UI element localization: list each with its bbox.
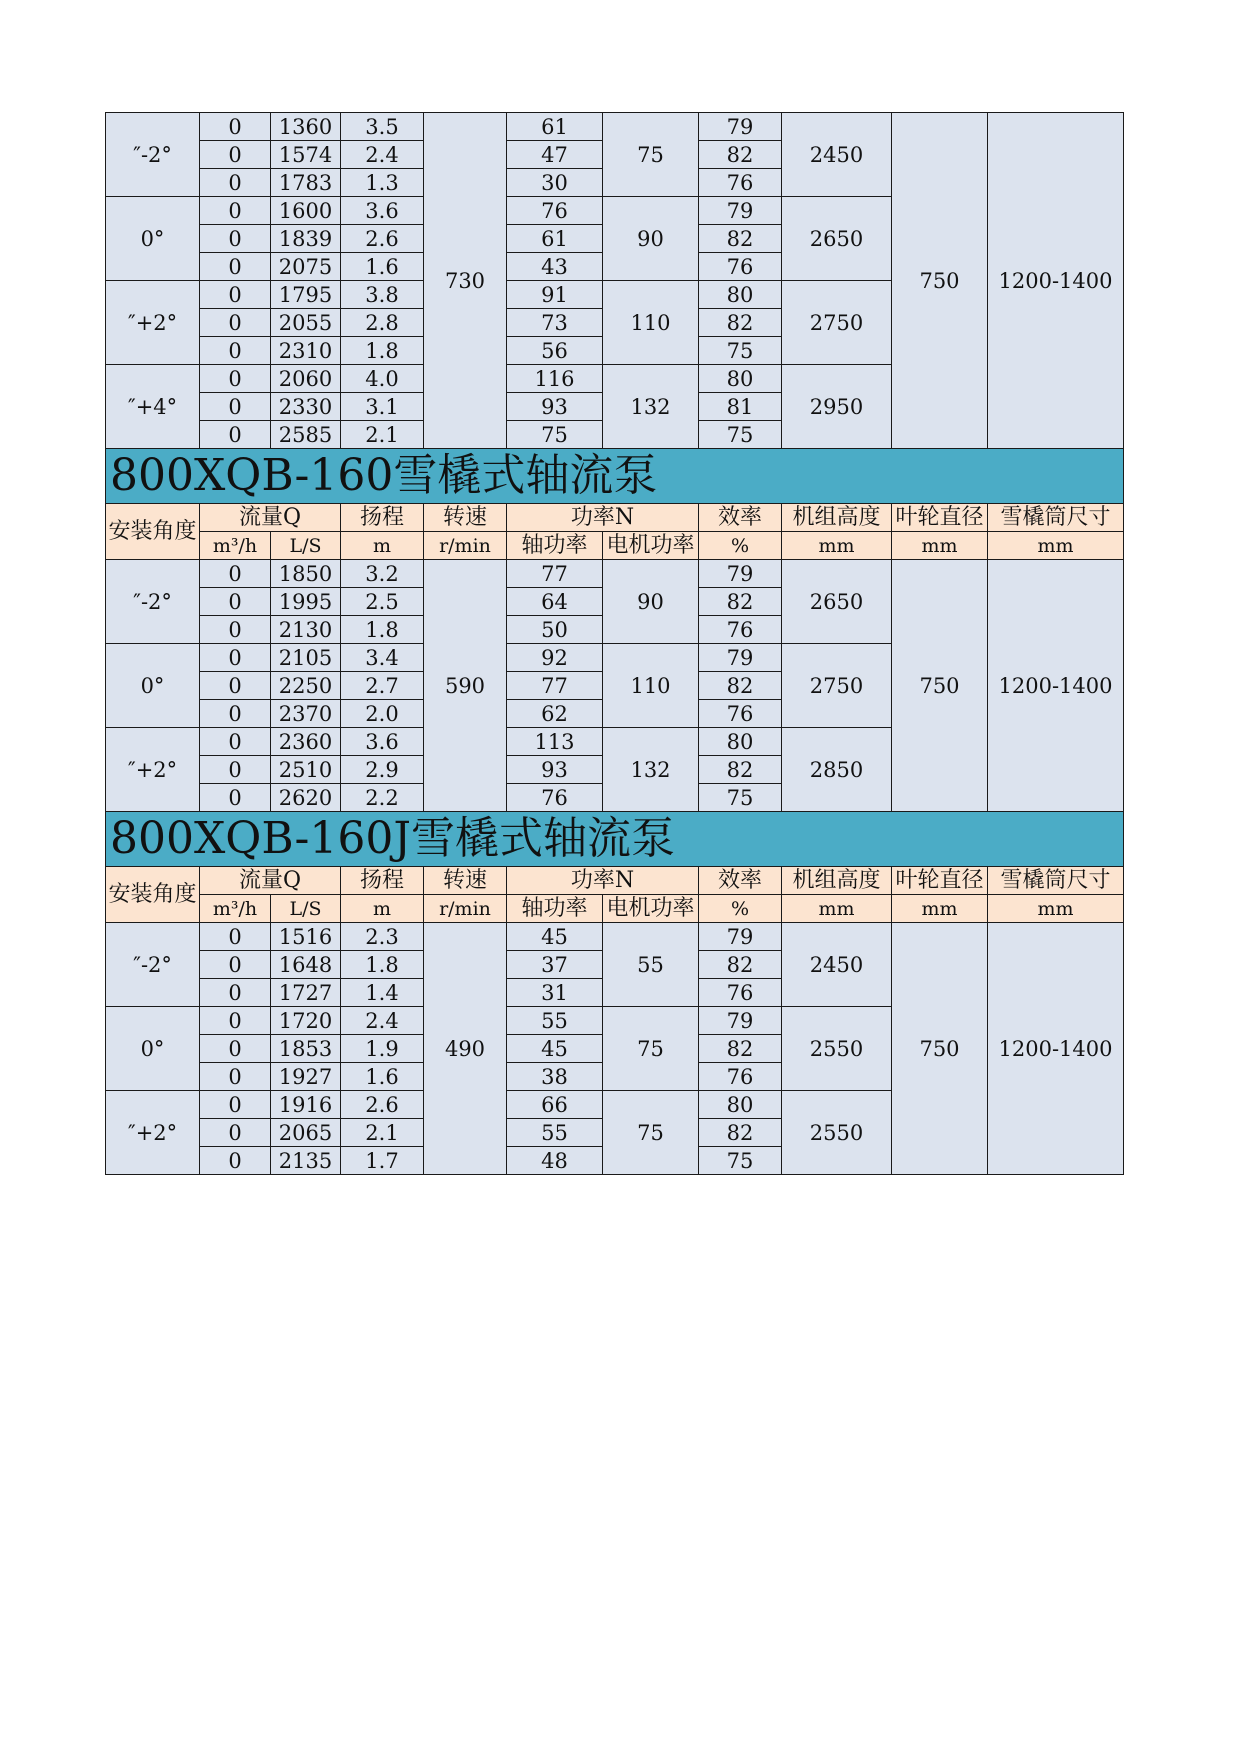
flow-ls-cell: 1795 [271, 281, 341, 309]
unit-height-cell: 2450 [782, 113, 892, 197]
install-angle-cell: 0° [106, 1007, 200, 1091]
flow-m3h-cell: 0 [200, 1035, 271, 1063]
shaft-power-cell: 30 [507, 169, 603, 197]
efficiency-cell: 80 [699, 1091, 782, 1119]
motor-power-cell: 75 [603, 1091, 699, 1175]
unit-ls: L/S [271, 895, 341, 923]
unit-height-cell: 2750 [782, 644, 892, 728]
flow-ls-cell: 2105 [271, 644, 341, 672]
install-angle-cell: ″-2° [106, 923, 200, 1007]
head-cell: 1.3 [341, 169, 424, 197]
flow-m3h-cell: 0 [200, 979, 271, 1007]
flow-ls-cell: 1648 [271, 951, 341, 979]
flow-m3h-cell: 0 [200, 1119, 271, 1147]
shaft-power-cell: 64 [507, 588, 603, 616]
unit-height-cell: 2850 [782, 728, 892, 812]
header-efficiency: 效率 [699, 867, 782, 895]
motor-power-cell: 110 [603, 281, 699, 365]
speed-cell: 590 [424, 560, 507, 812]
head-cell: 2.4 [341, 141, 424, 169]
flow-m3h-cell: 0 [200, 700, 271, 728]
section-title-row [106, 812, 1124, 867]
flow-ls-cell: 1574 [271, 141, 341, 169]
table-row [106, 113, 1124, 141]
header-flow: 流量Q [200, 504, 341, 532]
shaft-power-cell: 93 [507, 393, 603, 421]
flow-m3h-cell: 0 [200, 309, 271, 337]
unit-rmin: r/min [424, 895, 507, 923]
motor-power-cell: 55 [603, 923, 699, 1007]
flow-ls-cell: 1727 [271, 979, 341, 1007]
flow-ls-cell: 2360 [271, 728, 341, 756]
flow-m3h-cell: 0 [200, 281, 271, 309]
flow-ls-cell: 2330 [271, 393, 341, 421]
flow-ls-cell: 2585 [271, 421, 341, 449]
shaft-power-cell: 43 [507, 253, 603, 281]
flow-ls-cell: 1720 [271, 1007, 341, 1035]
shaft-power-cell: 38 [507, 1063, 603, 1091]
shaft-power-cell: 73 [507, 309, 603, 337]
unit-ls: L/S [271, 532, 341, 560]
flow-ls-cell: 1516 [271, 923, 341, 951]
header-speed: 转速 [424, 504, 507, 532]
flow-ls-cell: 2310 [271, 337, 341, 365]
impeller-diameter-cell: 750 [892, 923, 988, 1175]
unit-percent: % [699, 895, 782, 923]
header-efficiency: 效率 [699, 504, 782, 532]
pump-spec-table [105, 112, 1124, 1175]
unit-mm-height: mm [782, 895, 892, 923]
unit-height-cell: 2650 [782, 197, 892, 281]
efficiency-cell: 76 [699, 979, 782, 1007]
table-row [106, 923, 1124, 951]
speed-cell: 490 [424, 923, 507, 1175]
shaft-power-cell: 55 [507, 1007, 603, 1035]
unit-mm-impeller: mm [892, 895, 988, 923]
sled-size-cell: 1200-1400 [988, 113, 1124, 449]
flow-ls-cell: 1839 [271, 225, 341, 253]
unit-percent: % [699, 532, 782, 560]
section-title: 800XQB-160J雪橇式轴流泵 [106, 812, 1124, 867]
head-cell: 2.9 [341, 756, 424, 784]
shaft-power-cell: 77 [507, 560, 603, 588]
unit-height-cell: 2650 [782, 560, 892, 644]
efficiency-cell: 75 [699, 1147, 782, 1175]
motor-power-cell: 90 [603, 197, 699, 281]
flow-m3h-cell: 0 [200, 756, 271, 784]
efficiency-cell: 79 [699, 560, 782, 588]
head-cell: 2.8 [341, 309, 424, 337]
head-cell: 2.1 [341, 421, 424, 449]
unit-row [106, 532, 1124, 560]
head-cell: 1.8 [341, 951, 424, 979]
header-shaft-power: 轴功率 [507, 532, 603, 560]
header-power: 功率N [507, 867, 699, 895]
header-impeller-diameter: 叶轮直径 [892, 867, 988, 895]
unit-height-cell: 2450 [782, 923, 892, 1007]
efficiency-cell: 76 [699, 1063, 782, 1091]
header-motor-power: 电机功率 [603, 895, 699, 923]
flow-ls-cell: 1850 [271, 560, 341, 588]
install-angle-cell: ″+2° [106, 1091, 200, 1175]
flow-ls-cell: 2065 [271, 1119, 341, 1147]
header-sled-size: 雪橇筒尺寸 [988, 504, 1124, 532]
head-cell: 1.9 [341, 1035, 424, 1063]
shaft-power-cell: 45 [507, 1035, 603, 1063]
unit-height-cell: 2550 [782, 1091, 892, 1175]
install-angle-cell: ″+4° [106, 365, 200, 449]
unit-m3h: m³/h [200, 532, 271, 560]
head-cell: 1.4 [341, 979, 424, 1007]
flow-m3h-cell: 0 [200, 672, 271, 700]
flow-m3h-cell: 0 [200, 1091, 271, 1119]
header-flow: 流量Q [200, 867, 341, 895]
efficiency-cell: 82 [699, 225, 782, 253]
head-cell: 3.5 [341, 113, 424, 141]
shaft-power-cell: 31 [507, 979, 603, 1007]
efficiency-cell: 82 [699, 1035, 782, 1063]
head-cell: 3.1 [341, 393, 424, 421]
header-unit-height: 机组高度 [782, 504, 892, 532]
header-impeller-diameter: 叶轮直径 [892, 504, 988, 532]
flow-m3h-cell: 0 [200, 588, 271, 616]
unit-row [106, 895, 1124, 923]
shaft-power-cell: 116 [507, 365, 603, 393]
efficiency-cell: 79 [699, 644, 782, 672]
flow-m3h-cell: 0 [200, 784, 271, 812]
shaft-power-cell: 61 [507, 225, 603, 253]
flow-ls-cell: 2370 [271, 700, 341, 728]
flow-m3h-cell: 0 [200, 337, 271, 365]
flow-ls-cell: 2135 [271, 1147, 341, 1175]
flow-m3h-cell: 0 [200, 644, 271, 672]
head-cell: 2.6 [341, 225, 424, 253]
efficiency-cell: 82 [699, 951, 782, 979]
install-angle-cell: ″+2° [106, 281, 200, 365]
unit-height-cell: 2950 [782, 365, 892, 449]
flow-m3h-cell: 0 [200, 393, 271, 421]
flow-m3h-cell: 0 [200, 728, 271, 756]
efficiency-cell: 75 [699, 784, 782, 812]
flow-m3h-cell: 0 [200, 560, 271, 588]
head-cell: 1.8 [341, 616, 424, 644]
header-install-angle: 安装角度 [106, 867, 200, 923]
shaft-power-cell: 76 [507, 197, 603, 225]
unit-mm-height: mm [782, 532, 892, 560]
head-cell: 3.2 [341, 560, 424, 588]
shaft-power-cell: 113 [507, 728, 603, 756]
header-head: 扬程 [341, 867, 424, 895]
shaft-power-cell: 50 [507, 616, 603, 644]
head-cell: 2.7 [341, 672, 424, 700]
efficiency-cell: 79 [699, 1007, 782, 1035]
efficiency-cell: 79 [699, 197, 782, 225]
head-cell: 2.2 [341, 784, 424, 812]
impeller-diameter-cell: 750 [892, 560, 988, 812]
head-cell: 3.6 [341, 728, 424, 756]
unit-m: m [341, 895, 424, 923]
efficiency-cell: 76 [699, 700, 782, 728]
flow-m3h-cell: 0 [200, 365, 271, 393]
pump-spec-sheet [105, 112, 1123, 1175]
header-power: 功率N [507, 504, 699, 532]
flow-ls-cell: 1927 [271, 1063, 341, 1091]
efficiency-cell: 82 [699, 756, 782, 784]
shaft-power-cell: 92 [507, 644, 603, 672]
efficiency-cell: 76 [699, 616, 782, 644]
install-angle-cell: ″-2° [106, 113, 200, 197]
header-sled-size: 雪橇筒尺寸 [988, 867, 1124, 895]
shaft-power-cell: 93 [507, 756, 603, 784]
flow-m3h-cell: 0 [200, 421, 271, 449]
flow-m3h-cell: 0 [200, 253, 271, 281]
head-cell: 2.6 [341, 1091, 424, 1119]
head-cell: 1.7 [341, 1147, 424, 1175]
install-angle-cell: 0° [106, 197, 200, 281]
impeller-diameter-cell: 750 [892, 113, 988, 449]
shaft-power-cell: 61 [507, 113, 603, 141]
section-title: 800XQB-160雪橇式轴流泵 [106, 449, 1124, 504]
sled-size-cell: 1200-1400 [988, 923, 1124, 1175]
shaft-power-cell: 75 [507, 421, 603, 449]
flow-ls-cell: 2130 [271, 616, 341, 644]
efficiency-cell: 82 [699, 588, 782, 616]
unit-rmin: r/min [424, 532, 507, 560]
efficiency-cell: 81 [699, 393, 782, 421]
shaft-power-cell: 62 [507, 700, 603, 728]
flow-m3h-cell: 0 [200, 113, 271, 141]
efficiency-cell: 82 [699, 309, 782, 337]
motor-power-cell: 132 [603, 728, 699, 812]
flow-ls-cell: 2060 [271, 365, 341, 393]
efficiency-cell: 79 [699, 923, 782, 951]
head-cell: 1.6 [341, 253, 424, 281]
unit-mm-sled: mm [988, 895, 1124, 923]
efficiency-cell: 75 [699, 421, 782, 449]
efficiency-cell: 75 [699, 337, 782, 365]
flow-ls-cell: 1995 [271, 588, 341, 616]
flow-m3h-cell: 0 [200, 225, 271, 253]
header-shaft-power: 轴功率 [507, 895, 603, 923]
shaft-power-cell: 76 [507, 784, 603, 812]
install-angle-cell: ″-2° [106, 560, 200, 644]
flow-m3h-cell: 0 [200, 923, 271, 951]
shaft-power-cell: 77 [507, 672, 603, 700]
shaft-power-cell: 56 [507, 337, 603, 365]
flow-ls-cell: 1783 [271, 169, 341, 197]
unit-m: m [341, 532, 424, 560]
install-angle-cell: ″+2° [106, 728, 200, 812]
motor-power-cell: 75 [603, 113, 699, 197]
flow-ls-cell: 2055 [271, 309, 341, 337]
unit-height-cell: 2550 [782, 1007, 892, 1091]
head-cell: 1.8 [341, 337, 424, 365]
speed-cell: 730 [424, 113, 507, 449]
shaft-power-cell: 48 [507, 1147, 603, 1175]
shaft-power-cell: 45 [507, 923, 603, 951]
efficiency-cell: 80 [699, 728, 782, 756]
table-row [106, 560, 1124, 588]
head-cell: 2.4 [341, 1007, 424, 1035]
flow-ls-cell: 1853 [271, 1035, 341, 1063]
flow-ls-cell: 2510 [271, 756, 341, 784]
efficiency-cell: 80 [699, 281, 782, 309]
flow-ls-cell: 2620 [271, 784, 341, 812]
unit-height-cell: 2750 [782, 281, 892, 365]
efficiency-cell: 80 [699, 365, 782, 393]
head-cell: 2.3 [341, 923, 424, 951]
head-cell: 2.5 [341, 588, 424, 616]
motor-power-cell: 110 [603, 644, 699, 728]
head-cell: 2.0 [341, 700, 424, 728]
efficiency-cell: 82 [699, 1119, 782, 1147]
efficiency-cell: 82 [699, 141, 782, 169]
head-cell: 3.8 [341, 281, 424, 309]
head-cell: 4.0 [341, 365, 424, 393]
unit-mm-sled: mm [988, 532, 1124, 560]
efficiency-cell: 76 [699, 169, 782, 197]
flow-ls-cell: 1360 [271, 113, 341, 141]
flow-m3h-cell: 0 [200, 1007, 271, 1035]
motor-power-cell: 132 [603, 365, 699, 449]
efficiency-cell: 79 [699, 113, 782, 141]
flow-ls-cell: 1600 [271, 197, 341, 225]
flow-m3h-cell: 0 [200, 1147, 271, 1175]
header-install-angle: 安装角度 [106, 504, 200, 560]
flow-m3h-cell: 0 [200, 141, 271, 169]
header-head: 扬程 [341, 504, 424, 532]
sled-size-cell: 1200-1400 [988, 560, 1124, 812]
section-title-row [106, 449, 1124, 504]
header-row [106, 504, 1124, 532]
head-cell: 2.1 [341, 1119, 424, 1147]
flow-m3h-cell: 0 [200, 1063, 271, 1091]
flow-m3h-cell: 0 [200, 616, 271, 644]
unit-mm-impeller: mm [892, 532, 988, 560]
head-cell: 3.4 [341, 644, 424, 672]
flow-ls-cell: 2075 [271, 253, 341, 281]
motor-power-cell: 75 [603, 1007, 699, 1091]
shaft-power-cell: 66 [507, 1091, 603, 1119]
install-angle-cell: 0° [106, 644, 200, 728]
header-motor-power: 电机功率 [603, 532, 699, 560]
flow-ls-cell: 2250 [271, 672, 341, 700]
head-cell: 1.6 [341, 1063, 424, 1091]
head-cell: 3.6 [341, 197, 424, 225]
header-speed: 转速 [424, 867, 507, 895]
efficiency-cell: 76 [699, 253, 782, 281]
flow-m3h-cell: 0 [200, 169, 271, 197]
unit-m3h: m³/h [200, 895, 271, 923]
efficiency-cell: 82 [699, 672, 782, 700]
shaft-power-cell: 91 [507, 281, 603, 309]
flow-ls-cell: 1916 [271, 1091, 341, 1119]
header-unit-height: 机组高度 [782, 867, 892, 895]
shaft-power-cell: 47 [507, 141, 603, 169]
shaft-power-cell: 37 [507, 951, 603, 979]
motor-power-cell: 90 [603, 560, 699, 644]
flow-m3h-cell: 0 [200, 197, 271, 225]
header-row [106, 867, 1124, 895]
shaft-power-cell: 55 [507, 1119, 603, 1147]
flow-m3h-cell: 0 [200, 951, 271, 979]
